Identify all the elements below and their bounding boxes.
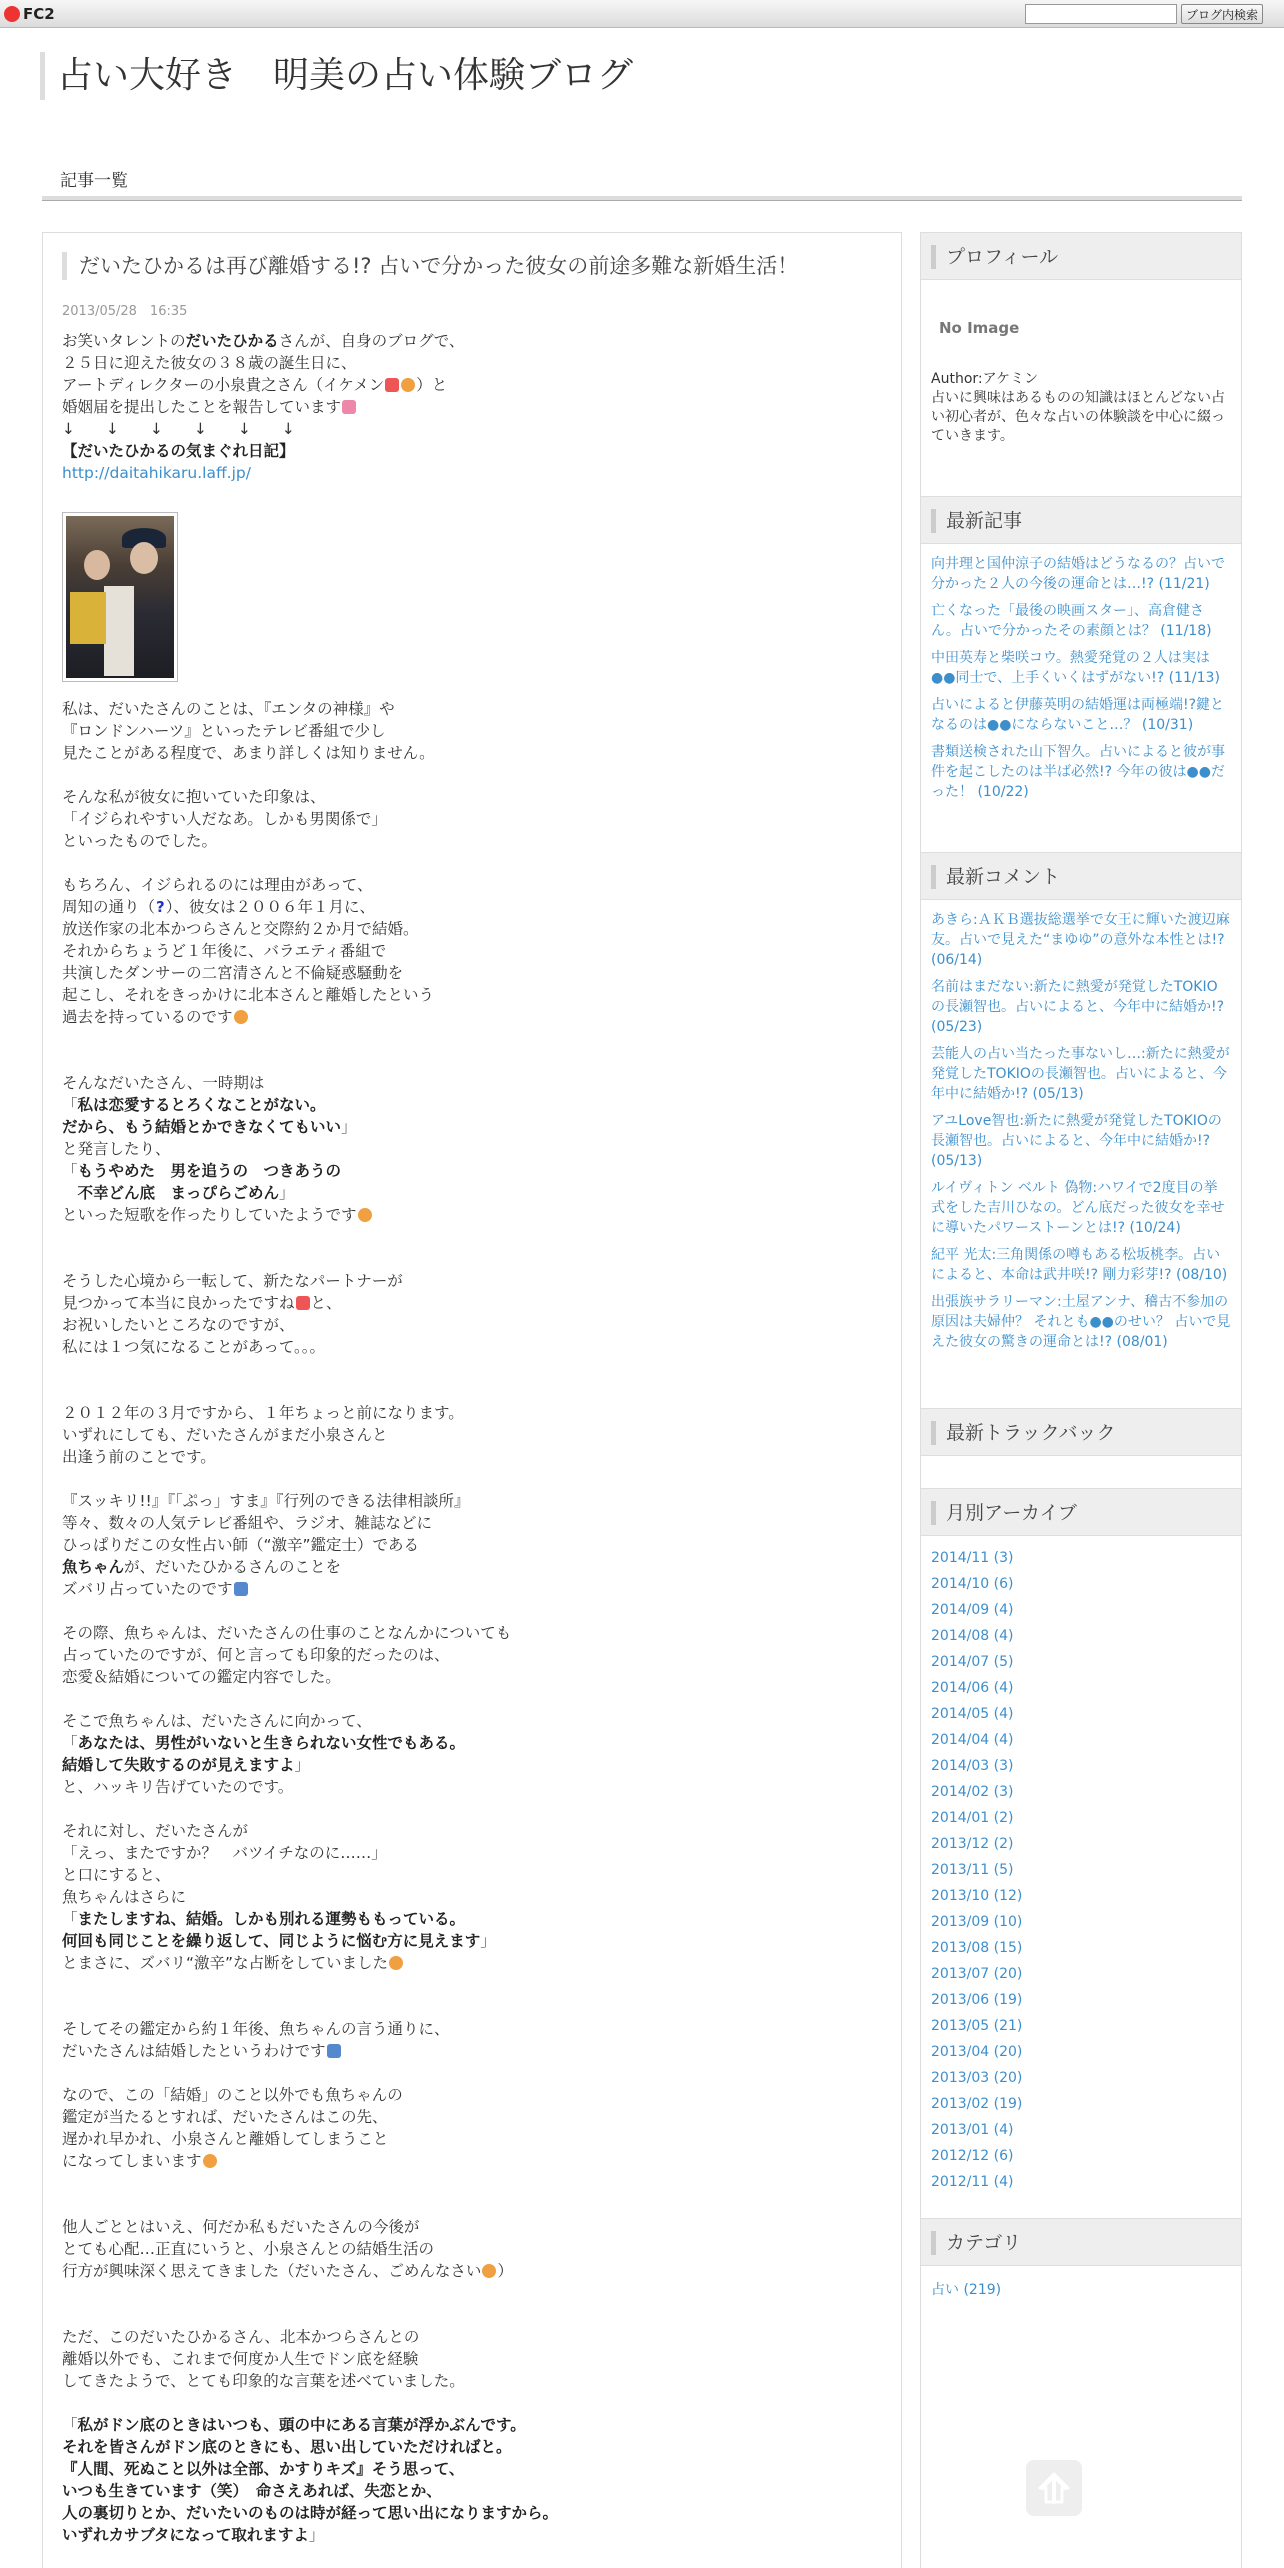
post-line	[62, 2502, 882, 2524]
recent-posts-title: 最新記事	[931, 509, 1022, 533]
text: といった短歌を作ったりしていたようです	[62, 1206, 357, 1224]
post-line	[62, 2458, 882, 2480]
post-line	[62, 2260, 882, 2282]
recent-post-link[interactable]: 亡くなった「最後の映画スター」、高倉健さん。占いで分かったその素顔とは？ (11/18)	[931, 603, 1212, 639]
recent-post-link[interactable]: 占いによると伊藤英明の結婚運は両極端!?鍵となるのは●●にならないこと…？ (10/31)	[931, 697, 1225, 733]
blank-line	[62, 1050, 882, 1072]
post-line	[62, 2106, 882, 2128]
text: といったものでした。	[62, 832, 218, 850]
text: もちろん、イジられるのには理由があって、	[62, 876, 373, 894]
text: なので、この「結婚」のこと以外でも魚ちゃんの	[62, 2086, 403, 2104]
text: と、ハッキリ告げていたのです。	[62, 1778, 294, 1796]
blank-line	[62, 1974, 882, 1996]
text: ただ、このだいたひかるさん、北本かつらさんとの	[62, 2328, 420, 2346]
profile-widget	[921, 232, 1241, 446]
bold-text: あなたは、男性がいないと生きられない女性でもある。	[77, 1734, 466, 1752]
recent-post-link[interactable]: 書類送検された山下智久。占いによると彼が事件を起こしたのは半ば必然!? 今年の彼は●●だった！ (10/22)	[931, 744, 1225, 800]
post-line	[62, 1424, 882, 1446]
recent-comment-link[interactable]: 名前はまだない:新たに熱愛が発覚したTOKIOの長瀬智也。占いによると、今年中に結婚か!? (05/23)	[931, 979, 1225, 1035]
post-line	[62, 1776, 882, 1798]
post-photo[interactable]	[62, 512, 178, 682]
blog-link[interactable]: http://daitahikaru.laff.jp/	[62, 464, 251, 482]
text: 」	[279, 1184, 295, 1202]
recent-post-link[interactable]: 向井理と国仲涼子の結婚はどうなるの？占いで分かった２人の今後の運命とは…!? (11/21)	[931, 556, 1225, 592]
arrow-up-icon	[1034, 2468, 1074, 2508]
blank-line	[62, 1798, 882, 1820]
trackbacks-title: 最新トラックバック	[931, 1421, 1115, 1445]
post-line	[62, 1952, 882, 1974]
post-line	[62, 1314, 882, 1336]
text: さんが、自身のブログで、	[278, 332, 465, 350]
post-line	[62, 1204, 882, 1226]
post-line	[62, 1270, 882, 1292]
blank-line	[62, 1688, 882, 1710]
post-line	[62, 1710, 882, 1732]
recent-comment-link[interactable]: 紀平 光太:三角関係の噂もある松坂桃李。占いによると、本命は武井咲!? 剛力彩芽!? (08/10)	[931, 1247, 1228, 1283]
post-line	[62, 1182, 882, 1204]
post-line	[62, 1820, 882, 1842]
archive-link[interactable]: 2013/01 (4)	[931, 2122, 1014, 2138]
text: ズバリ占っていたのです	[62, 1580, 233, 1598]
post-line	[62, 1666, 882, 1688]
blank-line	[62, 2392, 882, 2414]
archive-link[interactable]: 2014/06 (4)	[931, 1680, 1014, 1696]
emoji-icon	[296, 1296, 310, 1310]
blank-line	[62, 1248, 882, 1270]
text: 」	[294, 1756, 311, 1774]
post-line	[62, 1534, 882, 1556]
recent-comments-header	[921, 852, 1241, 900]
text: 放送作家の北本かつらさんと交際約２か月で結婚。	[62, 920, 419, 938]
post-line	[62, 2326, 882, 2348]
post-line	[62, 2018, 882, 2040]
recent-comments-widget	[921, 852, 1241, 1359]
text: そんなだいたさん、一時期は	[62, 1074, 265, 1092]
text: 共演したダンサーの二宮清さんと不倫疑惑騒動を	[62, 964, 404, 982]
text: と発言したり、	[62, 1140, 171, 1158]
trackbacks-widget	[921, 1408, 1241, 1456]
bold-text: 結婚して失敗するのが見えますよ	[62, 1756, 295, 1774]
blog-search-button[interactable]: ブログ内検索	[1181, 4, 1263, 24]
archives-widget	[921, 1488, 1241, 2198]
post-line	[62, 830, 882, 852]
text: 婚姻届を提出したことを報告しています	[62, 398, 342, 416]
bold-text: 人の裏切りとか、だいたいのものは時が経って思い出になりますから。	[62, 2504, 559, 2522]
post-line	[62, 2414, 882, 2436]
bold-text: いつも生きています（笑） 命さえあれば、失恋とか、	[62, 2482, 442, 2500]
blank-line	[62, 2282, 882, 2304]
text: それに対し、だいたさんが	[62, 1822, 249, 1840]
text: 他人ごととはいえ、何だか私もだいたさんの今後が	[62, 2218, 420, 2236]
categories-header	[921, 2218, 1241, 2266]
archive-link[interactable]: 2013/09 (10)	[931, 1914, 1023, 1930]
post-title[interactable]: だいたひかるは再び離婚する!? 占いで分かった彼女の前途多難な新婚生活！	[62, 252, 798, 280]
post-line	[62, 1116, 882, 1138]
post-line	[62, 440, 882, 462]
emoji-icon	[482, 2264, 496, 2278]
text: ２５日に迎えた彼女の３８歳の誕生日に、	[62, 354, 357, 372]
text: そんな私が彼女に抱いていた印象は、	[62, 788, 326, 806]
categories-list	[921, 2266, 1241, 2300]
post-body	[62, 330, 882, 2546]
recent-comment-link[interactable]: あきら:ＡＫＢ選抜総選挙で女王に輝いた渡辺麻友。占いで見えた“まゆゆ”の意外な本性とは!? (06/14)	[931, 912, 1230, 968]
emoji-icon	[389, 1956, 403, 1970]
question-emoji-icon: ?	[156, 898, 165, 916]
emoji-icon	[342, 400, 356, 414]
text: 『ロンドンハーツ』といったテレビ番組で少し	[62, 722, 386, 740]
post-line	[62, 1886, 882, 1908]
post-line	[62, 1402, 882, 1424]
post-line	[62, 1138, 882, 1160]
bold-text: 何回も同じことを繰り返して、同じように悩む方に見えます	[62, 1932, 481, 1950]
text: 等々、数々の人気テレビ番組や、ラジオ、雑誌などに	[62, 1514, 432, 1532]
text: 「	[62, 1096, 78, 1114]
recent-post-link[interactable]: 中田英寿と柴咲コウ。熱愛発覚の２人は実は●●同士で、上手くいくはずがない!? (11/13)	[931, 650, 1220, 686]
blank-line	[62, 2304, 882, 2326]
couple-photo-image	[66, 516, 174, 678]
text: アートディレクターの小泉貴之さん（イケメン	[62, 376, 385, 394]
recent-posts-header	[921, 496, 1241, 544]
post-line	[62, 2084, 882, 2106]
text: ）	[497, 2262, 513, 2280]
text: になってしまいます	[62, 2152, 202, 2170]
blank-line	[62, 1996, 882, 2018]
recent-comment-link[interactable]: ルイヴィトン ベルト 偽物:ハワイで2度目の挙式をした吉川ひなの。どん底だった彼女を幸せに導いたパワーストーンとは!? (10/24)	[931, 1180, 1225, 1236]
profile-no-image: No Image	[939, 319, 1020, 337]
emoji-icon	[234, 1582, 248, 1596]
text: と、	[310, 1294, 342, 1312]
archive-link[interactable]: 2012/11 (4)	[931, 2174, 1014, 2190]
text: と口にすると、	[62, 1866, 171, 1884]
recent-comment-link[interactable]: アユLove智也:新たに熱愛が発覚したTOKIOの長瀬智也。占いによると、今年中に結婚か!? (05/13)	[931, 1113, 1222, 1169]
blank-line	[62, 1380, 882, 1402]
post-line	[62, 1512, 882, 1534]
post-line	[62, 1072, 882, 1094]
post-line	[62, 396, 882, 418]
archive-link[interactable]: 2013/06 (19)	[931, 1992, 1023, 2008]
text: 占っていたのですが、何と言っても印象的だったのは、	[62, 1646, 450, 1664]
text: 」	[480, 1932, 496, 1950]
blank-line	[62, 852, 882, 874]
post-line	[62, 374, 882, 396]
text: ２０１２年の３月ですから、１年ちょっと前になります。	[62, 1404, 464, 1422]
archives-list	[921, 1536, 1241, 2192]
bold-text: だいたひかる	[185, 332, 279, 350]
nav-article-list-link[interactable]: 記事一覧	[60, 171, 128, 191]
bold-text: 不幸どん底 まっぴらごめん	[77, 1184, 280, 1202]
post-line	[62, 1490, 882, 1512]
text: 「	[62, 2416, 78, 2434]
profile-widget-header	[921, 232, 1241, 280]
post-line	[62, 808, 882, 830]
text: 周知の通り（	[62, 898, 156, 916]
archive-link[interactable]: 2013/10 (12)	[931, 1888, 1023, 1904]
profile-widget-title: プロフィール	[931, 245, 1058, 269]
post-line	[62, 786, 882, 808]
archive-link[interactable]: 2013/04 (20)	[931, 2044, 1023, 2060]
post-line	[62, 1556, 882, 1578]
post-date: 2013/05/28 16:35	[62, 304, 188, 319]
archive-link[interactable]: 2013/02 (19)	[931, 2096, 1023, 2112]
text: とまさに、ズバリ“激辛”な占断をしていました	[62, 1954, 389, 1972]
archive-link[interactable]: 2014/04 (4)	[931, 1732, 1014, 1748]
post-line	[62, 1732, 882, 1754]
post-line	[62, 874, 882, 896]
text: 「えっ、またですか？ バツイチなのに……」	[62, 1844, 387, 1862]
post-link-line	[62, 462, 882, 484]
profile-description: 占いに興味はあるものの知識はほとんどない占い初心者が、色々な占いの体験談を中心に綴っていきます。	[931, 390, 1225, 444]
post-line	[62, 1446, 882, 1468]
post-line	[62, 1336, 882, 1358]
text: 起こし、それをきっかけに北本さんと離婚したという	[62, 986, 435, 1004]
post-line	[62, 2150, 882, 2172]
text: そうした心境から一転して、新たなパートナーが	[62, 1272, 403, 1290]
post-line	[62, 1644, 882, 1666]
blank-line	[62, 2062, 882, 2084]
archive-link[interactable]: 2014/05 (4)	[931, 1706, 1014, 1722]
archive-link[interactable]: 2014/09 (4)	[931, 1602, 1014, 1618]
post-line	[62, 1930, 882, 1952]
emoji-icon	[401, 378, 415, 392]
post-line	[62, 962, 882, 984]
post-line	[62, 1160, 882, 1182]
post-line	[62, 2238, 882, 2260]
blank-line	[62, 2172, 882, 2194]
recent-comment-link[interactable]: 芸能人の占い当たった事ないし…:新たに熱愛が発覚したTOKIOの長瀬智也。占いによると、今年中に結婚か!? (05/13)	[931, 1046, 1230, 1102]
blank-line	[62, 1226, 882, 1248]
text: 見つかって本当に良かったですね	[62, 1294, 295, 1312]
bold-text: 【だいたひかるの気まぐれ日記】	[62, 442, 295, 460]
text: 遅かれ早かれ、小泉さんと離婚してしまうこと	[62, 2130, 389, 2148]
text: ひっぱりだこの女性占い師（“激辛”鑑定士）である	[62, 1536, 420, 1554]
post-line	[62, 2436, 882, 2458]
post-line	[62, 418, 882, 440]
blank-line	[62, 2194, 882, 2216]
text: お笑いタレントの	[62, 332, 186, 350]
post-line	[62, 720, 882, 742]
post-line	[62, 2040, 882, 2062]
text: いずれにしても、だいたさんがまだ小泉さんと	[62, 1426, 388, 1444]
emoji-icon	[327, 2044, 341, 2058]
text: 『スッキリ!!』『「ぷっ」すま』『行列のできる法律相談所』	[62, 1492, 470, 1510]
text: ）、彼女は２００６年１月に、	[165, 898, 375, 916]
post-line	[62, 1578, 882, 1600]
blank-line	[62, 1358, 882, 1380]
text: 見たことがある程度で、あまり詳しくは知りません。	[62, 744, 435, 762]
archive-link[interactable]: 2014/11 (3)	[931, 1550, 1014, 1566]
blog-title[interactable]: 占い大好き 明美の占い体験ブログ	[40, 52, 633, 100]
text: 「	[62, 1162, 78, 1180]
recent-posts-widget	[921, 496, 1241, 809]
text: ）と	[416, 376, 448, 394]
recent-posts-list	[921, 544, 1241, 802]
post-line	[62, 2524, 882, 2546]
text: 私には１つ気になることがあって。。。	[62, 1338, 326, 1356]
text: その際、魚ちゃんは、だいたさんの仕事のことなんかについても	[62, 1624, 512, 1642]
post-line	[62, 2128, 882, 2150]
archive-link[interactable]: 2014/07 (5)	[931, 1654, 1014, 1670]
emoji-icon	[385, 378, 399, 392]
blank-line	[62, 764, 882, 786]
text: 魚ちゃんはさらに	[62, 1888, 187, 1906]
recent-comments-title: 最新コメント	[931, 865, 1060, 889]
text: 」	[341, 1118, 357, 1136]
post-line	[62, 1094, 882, 1116]
archive-link[interactable]: 2013/05 (21)	[931, 2018, 1023, 2034]
archive-link[interactable]: 2012/12 (6)	[931, 2148, 1014, 2164]
post-line	[62, 1864, 882, 1886]
text: そこで魚ちゃんは、だいたさんに向かって、	[62, 1712, 372, 1730]
post-line	[62, 330, 882, 352]
post-paragraph-main	[62, 698, 882, 2546]
post-line	[62, 918, 882, 940]
recent-comment-link[interactable]: 出張族サラリーマン:土屋アンナ、稽古不参加の原因は夫婦仲？ それとも●●のせい？ 占いで見えた彼女の驚きの運命とは!? (08/01)	[931, 1294, 1231, 1350]
post-line	[62, 2480, 882, 2502]
fc2-logo-icon	[4, 6, 20, 22]
trackbacks-header	[921, 1408, 1241, 1456]
post-line	[62, 1622, 882, 1644]
bold-text: 私は恋愛するとろくなことがない。	[77, 1096, 326, 1114]
text: 「	[62, 1734, 78, 1752]
bold-text: またしますね、結婚。しかも別れる運勢ももっている。	[77, 1910, 466, 1928]
bold-text: いずれカサブタになって取れますよ	[62, 2526, 309, 2544]
text: 行方が興味深く思えてきました（だいたさん、ごめんなさい	[62, 2262, 482, 2280]
post-line	[62, 1908, 882, 1930]
blog-search-input[interactable]	[1025, 4, 1177, 24]
post-line	[62, 1292, 882, 1314]
archive-link[interactable]: 2013/12 (2)	[931, 1836, 1014, 1852]
text	[62, 1184, 78, 1202]
post-line	[62, 2370, 882, 2392]
emoji-icon	[234, 1010, 248, 1024]
text: 恋愛＆結婚についての鑑定内容でした。	[62, 1668, 341, 1686]
archive-link[interactable]: 2014/02 (3)	[931, 1784, 1014, 1800]
text: だいたさんは結婚したというわけです	[62, 2042, 326, 2060]
text: 「イジられやすい人だなあ。しかも男関係で」	[62, 810, 387, 828]
fc2-toolbar	[0, 0, 1284, 28]
text: 過去を持っているのです	[62, 1008, 233, 1026]
bold-text: 『人間、死ぬこと以外は全部、かすりキズ』そう思って、	[62, 2460, 465, 2478]
text: 」	[308, 2526, 325, 2544]
recent-comments-list	[921, 900, 1241, 1352]
scroll-top-button[interactable]	[1026, 2460, 1082, 2516]
header-divider-line	[42, 200, 1242, 201]
emoji-icon	[358, 1208, 372, 1222]
category-link[interactable]: 占い (219)	[931, 2282, 1002, 2298]
post-line	[62, 1842, 882, 1864]
text: とても心配…正直にいうと、小泉さんとの結婚生活の	[62, 2240, 435, 2258]
archive-link[interactable]: 2013/07 (20)	[931, 1966, 1023, 1982]
archive-link[interactable]: 2013/03 (20)	[931, 2070, 1023, 2086]
post-line	[62, 896, 882, 918]
archive-link[interactable]: 2013/11 (5)	[931, 1862, 1014, 1878]
text: 「	[62, 1910, 78, 1928]
archive-link[interactable]: 2014/08 (4)	[931, 1628, 1014, 1644]
post-line	[62, 352, 882, 374]
archive-link[interactable]: 2014/03 (3)	[931, 1758, 1014, 1774]
text: 私は、だいたさんのことは、『エンタの神様』や	[62, 700, 395, 718]
bold-text: だから、もう結婚とかできなくてもいい	[62, 1118, 342, 1136]
fc2-logo[interactable]: FC2	[4, 4, 55, 24]
text: 離婚以外でも、これまで何度か人生でドン底を経験	[62, 2350, 419, 2368]
archive-link[interactable]: 2014/01 (2)	[931, 1810, 1014, 1826]
emoji-icon	[203, 2154, 217, 2168]
archive-link[interactable]: 2014/10 (6)	[931, 1576, 1014, 1592]
text: そしてその鑑定から約１年後、魚ちゃんの言う通りに、	[62, 2020, 450, 2038]
text: お祝いしたいところなのですが、	[62, 1316, 295, 1334]
post-line	[62, 698, 882, 720]
bold-text: 魚ちゃん	[62, 1558, 125, 1576]
bold-text: それを皆さんがドン底のときにも、思い出していただければと。	[62, 2438, 512, 2456]
text: が、だいたひかるさんのことを	[124, 1558, 342, 1576]
archive-link[interactable]: 2013/08 (15)	[931, 1940, 1023, 1956]
text: それからちょうど１年後に、バラエティ番組で	[62, 942, 387, 960]
text: してきたようで、とても印象的な言葉を述べていました。	[62, 2372, 465, 2390]
archives-header	[921, 1488, 1241, 1536]
bold-text: 私がドン底のときはいつも、頭の中にある言葉が浮かぶんです。	[77, 2416, 526, 2434]
post-line	[62, 1006, 882, 1028]
blank-line	[62, 1600, 882, 1622]
post-line	[62, 940, 882, 962]
bold-text: もうやめた 男を追うの つきあうの	[77, 1162, 342, 1180]
profile-author: Author:アケミン	[931, 371, 1039, 387]
text: 鑑定が当たるとすれば、だいたさんはこの先、	[62, 2108, 388, 2126]
post-paragraph-intro	[62, 330, 882, 462]
post-line	[62, 2348, 882, 2370]
post-line	[62, 1754, 882, 1776]
categories-widget	[921, 2218, 1241, 2307]
archives-title: 月別アーカイブ	[931, 1501, 1077, 1525]
text: 出逢う前のことです。	[62, 1448, 216, 1466]
post-line	[62, 984, 882, 1006]
categories-title: カテゴリ	[931, 2231, 1021, 2255]
post-line	[62, 742, 882, 764]
blank-line	[62, 1028, 882, 1050]
text: ↓ ↓ ↓ ↓ ↓ ↓	[62, 420, 295, 438]
post-line	[62, 2216, 882, 2238]
blank-line	[62, 1468, 882, 1490]
